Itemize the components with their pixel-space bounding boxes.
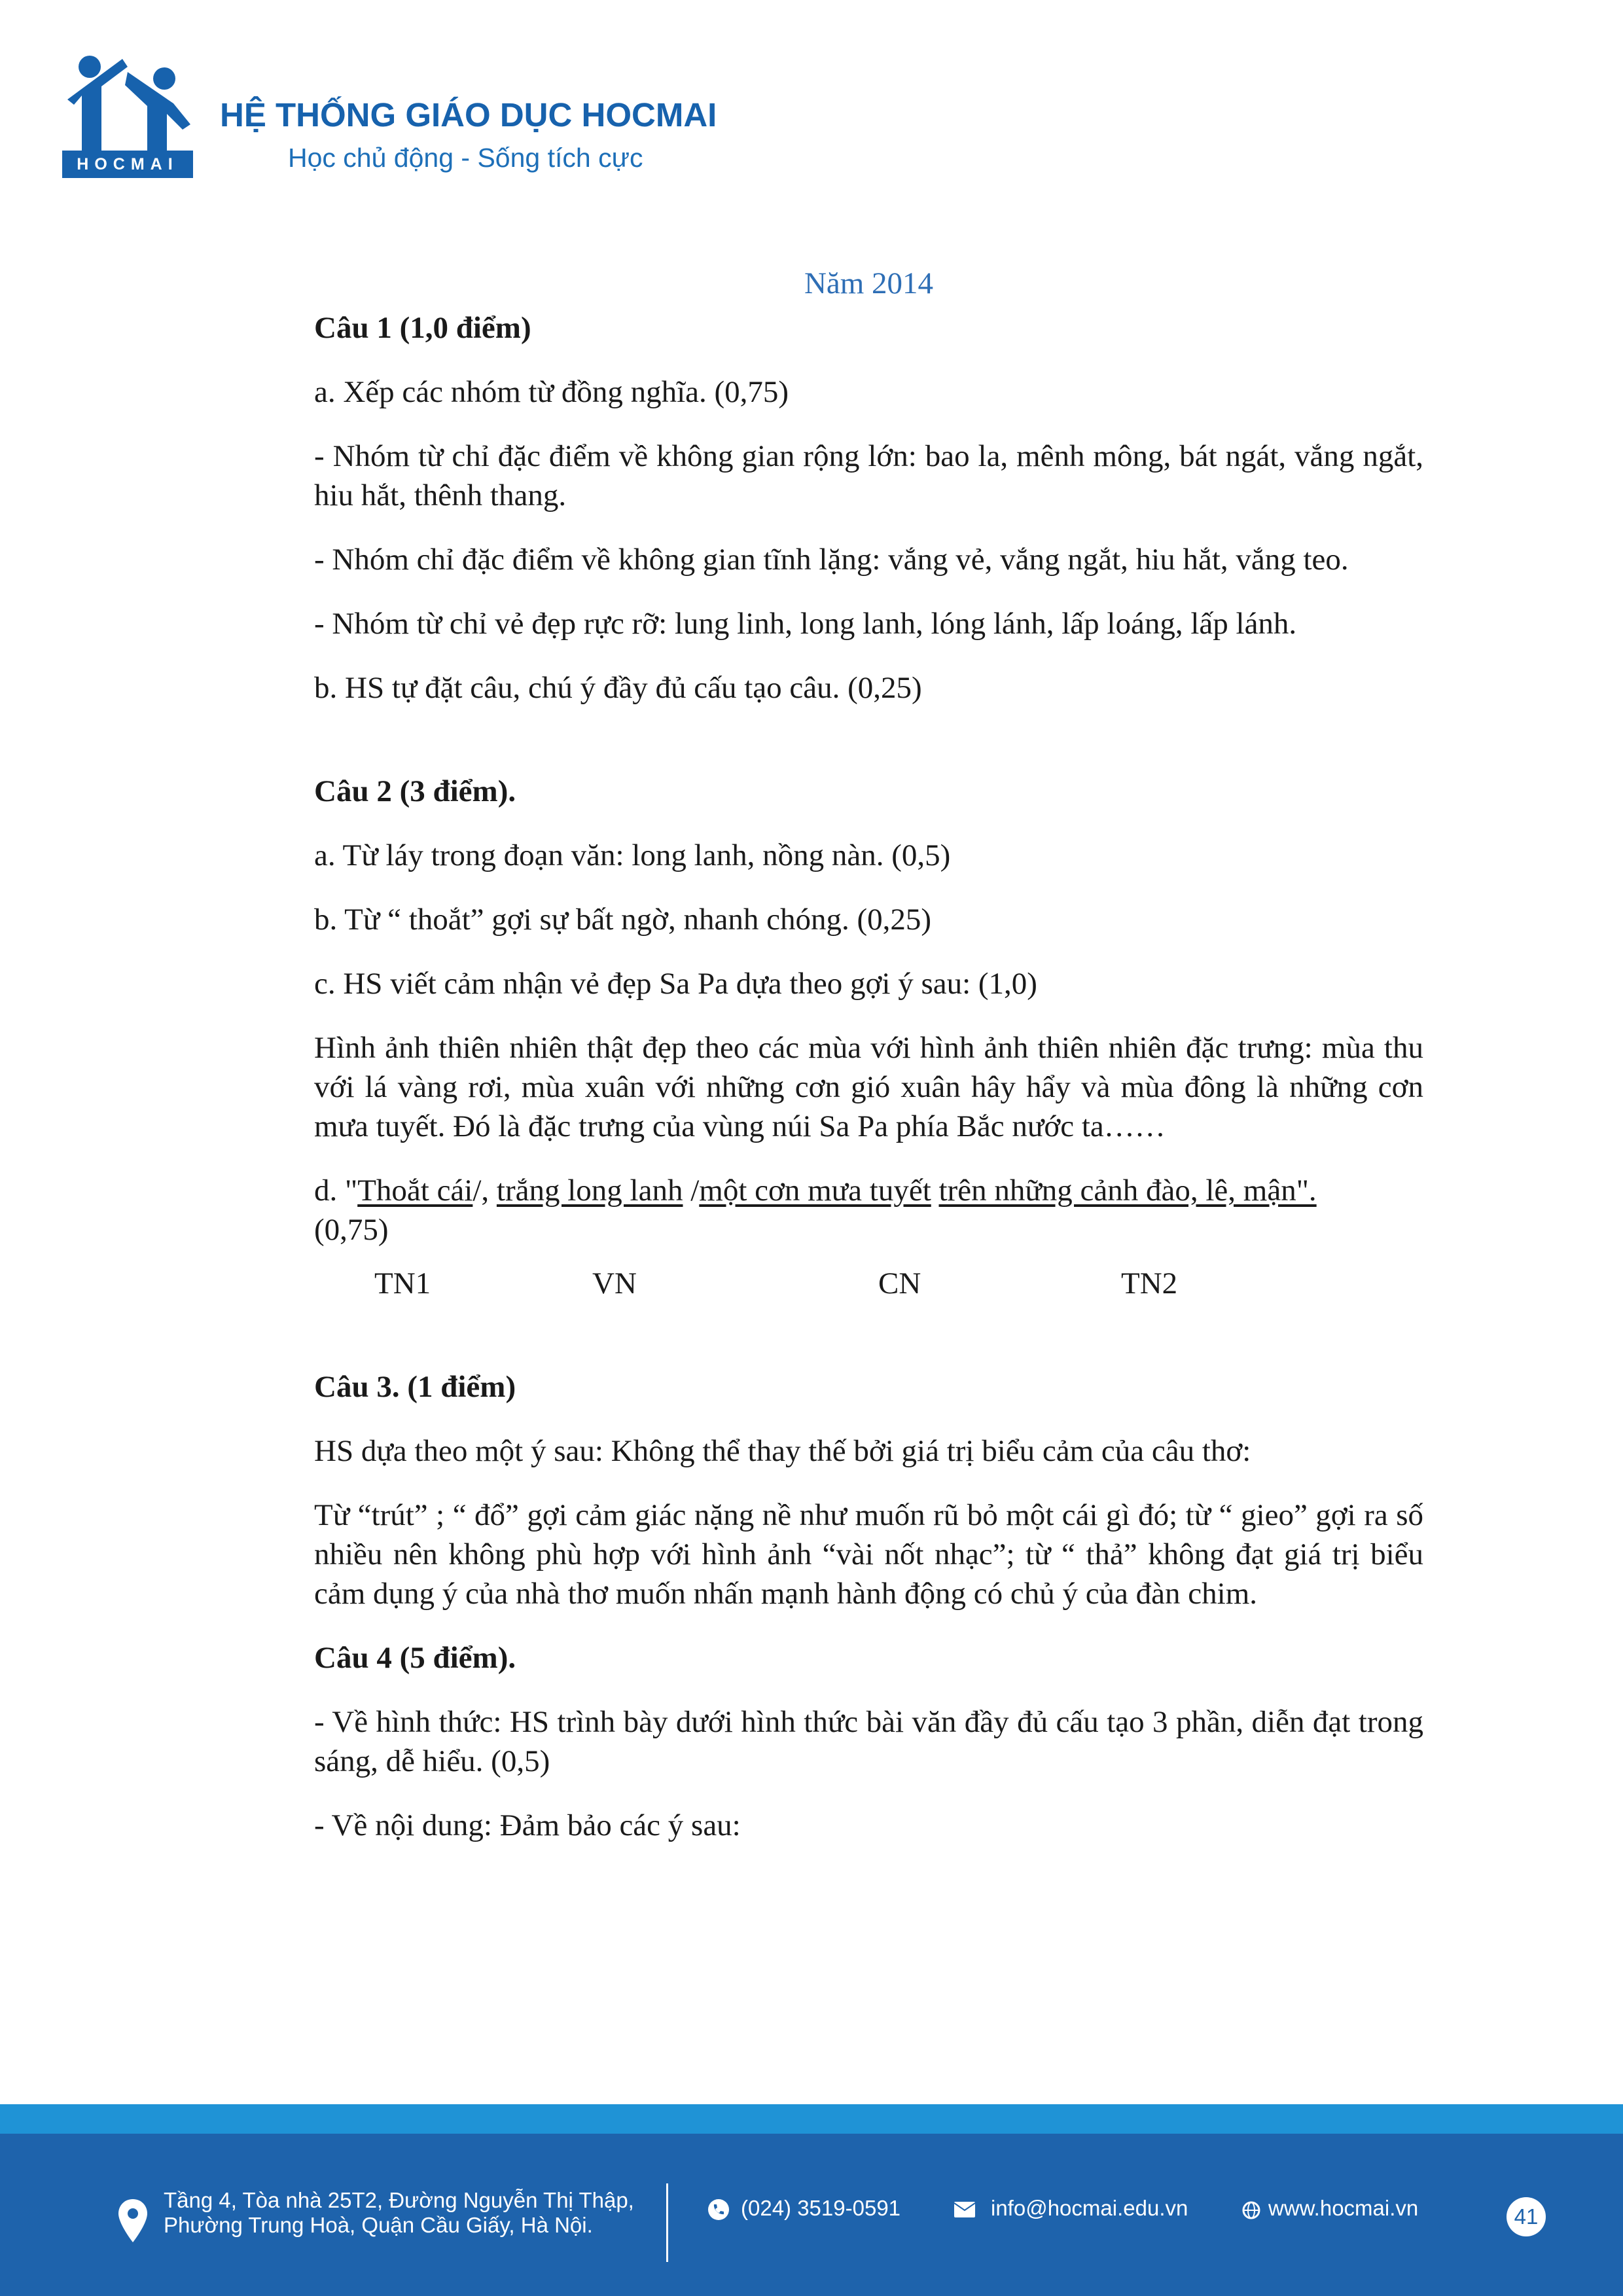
globe-icon xyxy=(1242,2201,1260,2219)
q2-part-c: c. HS viết cảm nhận vẻ đẹp Sa Pa dựa theo gợi ý sau: (1,0) xyxy=(314,967,1037,1001)
q3-intro: HS dựa theo một ý sau: Không thể thay thế bởi giá trị biểu cảm của câu thơ: xyxy=(314,1434,1251,1468)
footer-phone[interactable]: (024) 3519-0591 xyxy=(741,2196,901,2220)
q2-part-a: a. Từ láy trong đoạn văn: long lanh, nồng nàn. (0,5) xyxy=(314,838,951,872)
question-2-title: Câu 2 (3 điểm). xyxy=(314,774,516,808)
d-cn: một cơn mưa tuyết xyxy=(699,1174,931,1208)
logo-wordmark: HOCMAI xyxy=(62,151,193,178)
q4-form: - Về hình thức: HS trình bày dưới hình thức bài văn đầy đủ cấu tạo 3 phần, diễn đạt trong sáng, dễ hiểu. (0,5) xyxy=(314,1705,1423,1778)
q1-group-2: - Nhóm chỉ đặc điểm về không gian tĩnh lặng: vắng vẻ, vắng ngắt, hiu hắt, vắng teo. xyxy=(314,543,1349,577)
d-score: (0,75) xyxy=(314,1213,389,1247)
address-line-1: Tầng 4, Tòa nhà 25T2, Đường Nguyễn Thị Thập, xyxy=(164,2188,634,2212)
footer-email[interactable]: info@hocmai.edu.vn xyxy=(991,2196,1188,2220)
label-tn2: TN2 xyxy=(1121,1266,1178,1300)
d-sep: /, xyxy=(473,1174,497,1208)
q1-group-1: - Nhóm từ chỉ đặc điểm về không gian rộng lớn: bao la, mênh mông, bát ngát, vắng ngắt, hiu hắt, thênh thang. xyxy=(314,439,1423,512)
footer-website[interactable]: www.hocmai.vn xyxy=(1268,2196,1419,2220)
location-pin-icon xyxy=(116,2198,149,2244)
q3-explanation: Từ “trút” ; “ đổ” gợi cảm giác nặng nề như muốn rũ bỏ một cái gì đó; từ “ gieo” gợi ra số nhiều nên không phù hợp với hình ảnh “vài nốt nhạc”; từ “ thả” không đạt giá trị biểu cảm dụng ý của nhà thơ muốn nhấn mạnh hành động có chủ ý của đàn chim. xyxy=(314,1498,1423,1611)
q2-part-d xyxy=(314,1171,1423,1249)
address-line-2: Phường Trung Hoà, Quận Cầu Giấy, Hà Nội. xyxy=(164,2213,593,2237)
q2-part-b: b. Từ “ thoắt” gợi sự bất ngờ, nhanh chóng. (0,25) xyxy=(314,903,932,937)
question-3-title: Câu 3. (1 điểm) xyxy=(314,1370,516,1404)
page-header xyxy=(0,0,1623,196)
sentence-component-labels xyxy=(314,1264,1423,1303)
d-tn1: Thoắt cái xyxy=(357,1174,473,1208)
footer-divider xyxy=(666,2183,668,2262)
document-body xyxy=(314,252,1423,1870)
q2-part-c-text: Hình ảnh thiên nhiên thật đẹp theo các mùa với hình ảnh thiên nhiên đặc trưng: mùa thu với lá vàng rơi, mùa xuân với những cơn gió xuân hây hẩy và mùa đông là những cơn mưa tuyết. Đó là đặc trưng của vùng núi Sa Pa phía Bắc nước ta…… xyxy=(314,1031,1423,1143)
label-vn: VN xyxy=(592,1266,637,1300)
section-year: Năm 2014 xyxy=(804,266,934,300)
page-footer xyxy=(0,2134,1623,2296)
brand-title: HỆ THỐNG GIÁO DỤC HOCMAI xyxy=(220,96,717,134)
d-sep: / xyxy=(683,1174,700,1208)
spacer xyxy=(314,1328,1423,1367)
q1-part-b: b. HS tự đặt câu, chú ý đầy đủ cấu tạo câu. (0,25) xyxy=(314,671,922,705)
q4-content: - Về nội dung: Đảm bảo các ý sau: xyxy=(314,1808,741,1842)
footer-stripe xyxy=(0,2104,1623,2134)
d-space xyxy=(931,1174,939,1208)
d-prefix: d. " xyxy=(314,1174,358,1208)
people-logo-icon xyxy=(62,52,196,151)
label-cn: CN xyxy=(878,1266,921,1300)
brand-slogan: Học chủ động - Sống tích cực xyxy=(288,143,643,173)
question-1-title: Câu 1 (1,0 điểm) xyxy=(314,311,531,345)
d-vn: trắng long lanh xyxy=(496,1174,683,1208)
page-number-badge: 41 xyxy=(1507,2197,1546,2236)
label-tn1: TN1 xyxy=(374,1266,431,1300)
question-4-title: Câu 4 (5 điểm). xyxy=(314,1641,516,1675)
q1-group-3: - Nhóm từ chỉ vẻ đẹp rực rỡ: lung linh, long lanh, lóng lánh, lấp loáng, lấp lánh. xyxy=(314,607,1297,641)
d-tn2: trên những cảnh đào, lê, mận". xyxy=(938,1174,1317,1208)
spacer xyxy=(314,732,1423,772)
phone-icon xyxy=(707,2198,730,2221)
q1-part-a: a. Xếp các nhóm từ đồng nghĩa. (0,75) xyxy=(314,375,789,409)
hocmai-logo xyxy=(62,52,196,180)
footer-address xyxy=(164,2188,634,2238)
email-icon xyxy=(954,2202,975,2217)
